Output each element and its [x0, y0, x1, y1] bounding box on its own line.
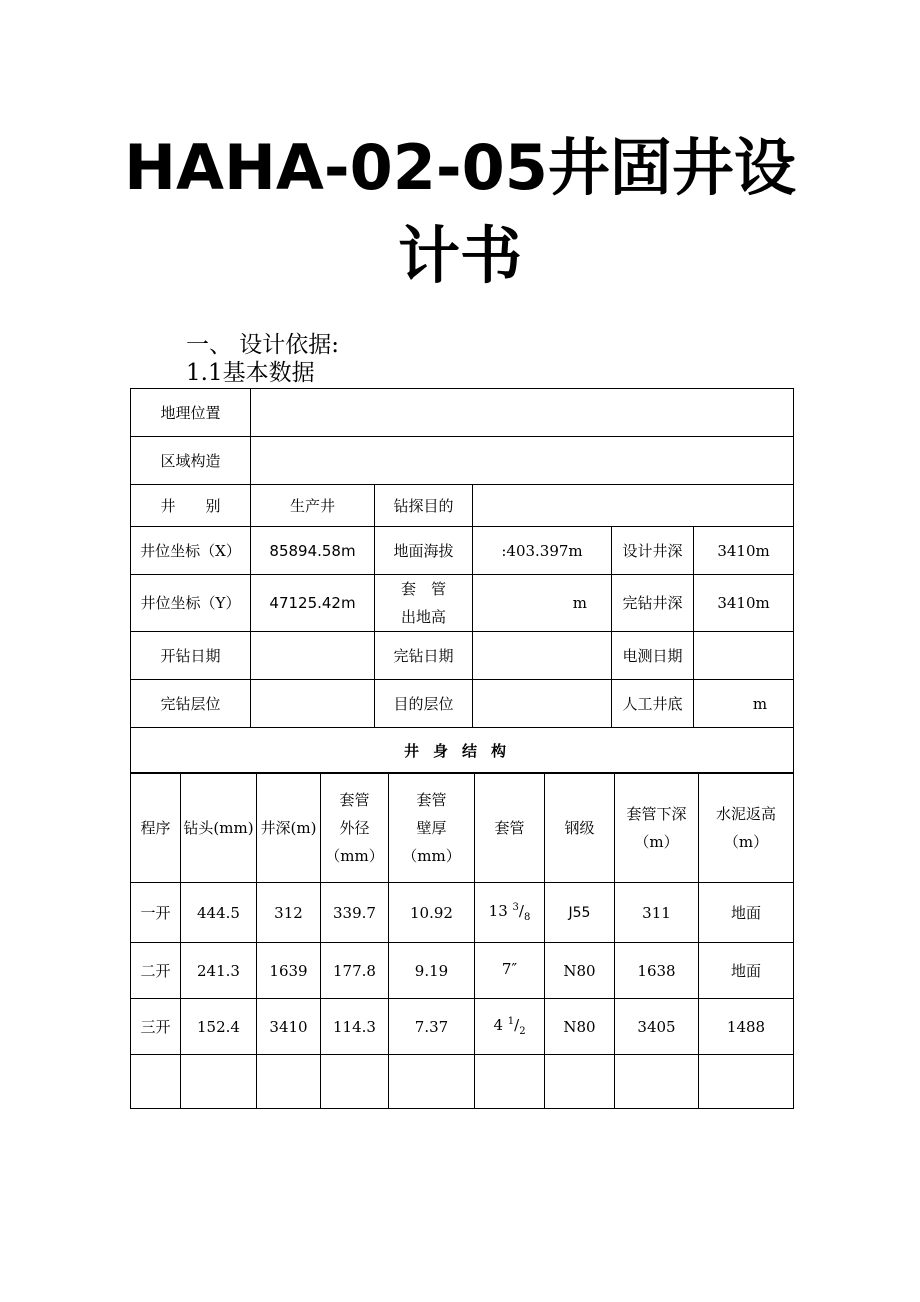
header-setting-depth-line-1: 套管下深	[626, 804, 687, 823]
row-setting-depth: 1638	[615, 943, 699, 999]
elevation-label: 地面海拔	[375, 527, 473, 575]
row-cement-return: 1488	[699, 999, 794, 1055]
header-casing-wall-line-2: 壁厚	[416, 818, 447, 837]
row-depth: 312	[257, 883, 321, 943]
well-type-label: 井 别	[131, 485, 251, 527]
drilling-purpose-value	[473, 485, 794, 527]
document-title-line-2: 计书	[397, 219, 522, 292]
coord-x-label: 井位坐标（X）	[131, 527, 251, 575]
row-bit: 152.4	[181, 999, 257, 1055]
table-row	[131, 389, 794, 437]
basic-data-table	[130, 388, 794, 774]
row-cement-return: 地面	[699, 883, 794, 943]
empty-cell	[699, 1055, 794, 1109]
row-setting-depth: 311	[615, 883, 699, 943]
header-setting-depth	[615, 773, 699, 883]
table-row	[131, 999, 794, 1055]
target-layer-value	[473, 680, 612, 728]
empty-cell	[181, 1055, 257, 1109]
finish-date-value	[473, 632, 612, 680]
casing-size-numerator: 1	[507, 1015, 515, 1027]
row-stage: 三开	[131, 999, 181, 1055]
empty-cell	[475, 1055, 545, 1109]
row-grade: J55	[545, 883, 615, 943]
table-row	[131, 883, 794, 943]
header-casing-wall-line-1: 套管	[416, 790, 447, 809]
row-casing-od: 339.7	[321, 883, 389, 943]
header-casing-wall-line-3: （mm）	[402, 846, 461, 865]
row-stage: 二开	[131, 943, 181, 999]
row-stage: 一开	[131, 883, 181, 943]
design-depth-value: 3410m	[694, 527, 794, 575]
final-depth-label: 完钻井深	[612, 575, 694, 632]
subsection-heading: 1.1基本数据	[186, 360, 315, 386]
logging-date-value	[694, 632, 794, 680]
coord-x-value: 85894.58m	[251, 527, 375, 575]
finish-date-label: 完钻日期	[375, 632, 473, 680]
coord-y-value: 47125.42m	[251, 575, 375, 632]
row-casing-wall: 10.92	[389, 883, 475, 943]
row-bit: 241.3	[181, 943, 257, 999]
table-row	[131, 485, 794, 527]
header-setting-depth-line-2: （m）	[634, 832, 679, 851]
table-row	[131, 680, 794, 728]
row-casing-od: 177.8	[321, 943, 389, 999]
well-structure-heading: 井身结构	[131, 728, 794, 774]
table-row-empty	[131, 1055, 794, 1109]
header-cement-return-line-2: （m）	[723, 832, 769, 851]
header-casing-od-line-1: 套管	[339, 790, 370, 809]
elevation-value: :403.397m	[473, 527, 612, 575]
header-cement-return-line-1: 水泥返高	[715, 804, 776, 823]
table-row	[131, 437, 794, 485]
casing-height-label-line-2: 出地高	[400, 608, 446, 626]
logging-date-label: 电测日期	[612, 632, 694, 680]
casing-size-denominator: 2	[519, 1025, 526, 1037]
row-grade: N80	[545, 943, 615, 999]
geo-location-value	[251, 389, 794, 437]
casing-size-whole: 13	[488, 901, 513, 920]
table-header-row	[131, 773, 794, 883]
row-casing-size	[475, 883, 545, 943]
table-row	[131, 632, 794, 680]
header-depth: 井深(m)	[257, 773, 321, 883]
well-structure-table	[130, 772, 794, 1109]
table-row	[131, 575, 794, 632]
geo-location-label: 地理位置	[131, 389, 251, 437]
casing-size-denominator: 8	[523, 911, 531, 923]
row-setting-depth: 3405	[615, 999, 699, 1055]
row-casing-size	[475, 999, 545, 1055]
coord-y-label: 井位坐标（Y）	[131, 575, 251, 632]
header-bit: 钻头(mm)	[181, 773, 257, 883]
target-layer-label: 目的层位	[375, 680, 473, 728]
empty-cell	[131, 1055, 181, 1109]
region-structure-value	[251, 437, 794, 485]
empty-cell	[545, 1055, 615, 1109]
header-casing: 套管	[475, 773, 545, 883]
header-casing-wall	[389, 773, 475, 883]
artificial-bottom-value: m	[694, 680, 794, 728]
header-stage: 程序	[131, 773, 181, 883]
casing-height-value: m	[473, 575, 612, 632]
row-bit: 444.5	[181, 883, 257, 943]
header-cement-return	[699, 773, 794, 883]
row-casing-wall: 7.37	[389, 999, 475, 1055]
spud-date-value	[251, 632, 375, 680]
empty-cell	[389, 1055, 475, 1109]
well-type-value: 生产井	[251, 485, 375, 527]
row-depth: 3410	[257, 999, 321, 1055]
row-casing-od: 114.3	[321, 999, 389, 1055]
table-row	[131, 527, 794, 575]
finish-layer-value	[251, 680, 375, 728]
row-casing-wall: 9.19	[389, 943, 475, 999]
spud-date-label: 开钻日期	[131, 632, 251, 680]
document-title-line-1: HAHA-02-05井固井设	[124, 131, 796, 204]
region-structure-label: 区域构造	[131, 437, 251, 485]
row-grade: N80	[545, 999, 615, 1055]
row-casing-size	[475, 943, 545, 999]
empty-cell	[257, 1055, 321, 1109]
header-grade: 钢级	[545, 773, 615, 883]
casing-size-whole: 7″	[501, 959, 518, 978]
drilling-purpose-label: 钻探目的	[375, 485, 473, 527]
header-casing-od-line-2: 外径	[339, 818, 370, 837]
casing-size-slash: /	[518, 901, 524, 920]
design-depth-label: 设计井深	[612, 527, 694, 575]
artificial-bottom-label: 人工井底	[612, 680, 694, 728]
table-row	[131, 728, 794, 774]
empty-cell	[321, 1055, 389, 1109]
final-depth-value: 3410m	[694, 575, 794, 632]
casing-height-label-line-1: 套 管	[400, 580, 446, 598]
casing-size-numerator: 3	[512, 901, 519, 913]
casing-height-label	[375, 575, 473, 632]
section-heading: 一、 设计依据:	[186, 332, 340, 358]
empty-cell	[615, 1055, 699, 1109]
casing-size-slash: /	[514, 1015, 520, 1034]
table-row	[131, 943, 794, 999]
row-cement-return: 地面	[699, 943, 794, 999]
header-casing-od-line-3: （mm）	[325, 846, 384, 865]
row-depth: 1639	[257, 943, 321, 999]
header-casing-od	[321, 773, 389, 883]
finish-layer-label: 完钻层位	[131, 680, 251, 728]
casing-size-whole: 4	[493, 1015, 508, 1034]
